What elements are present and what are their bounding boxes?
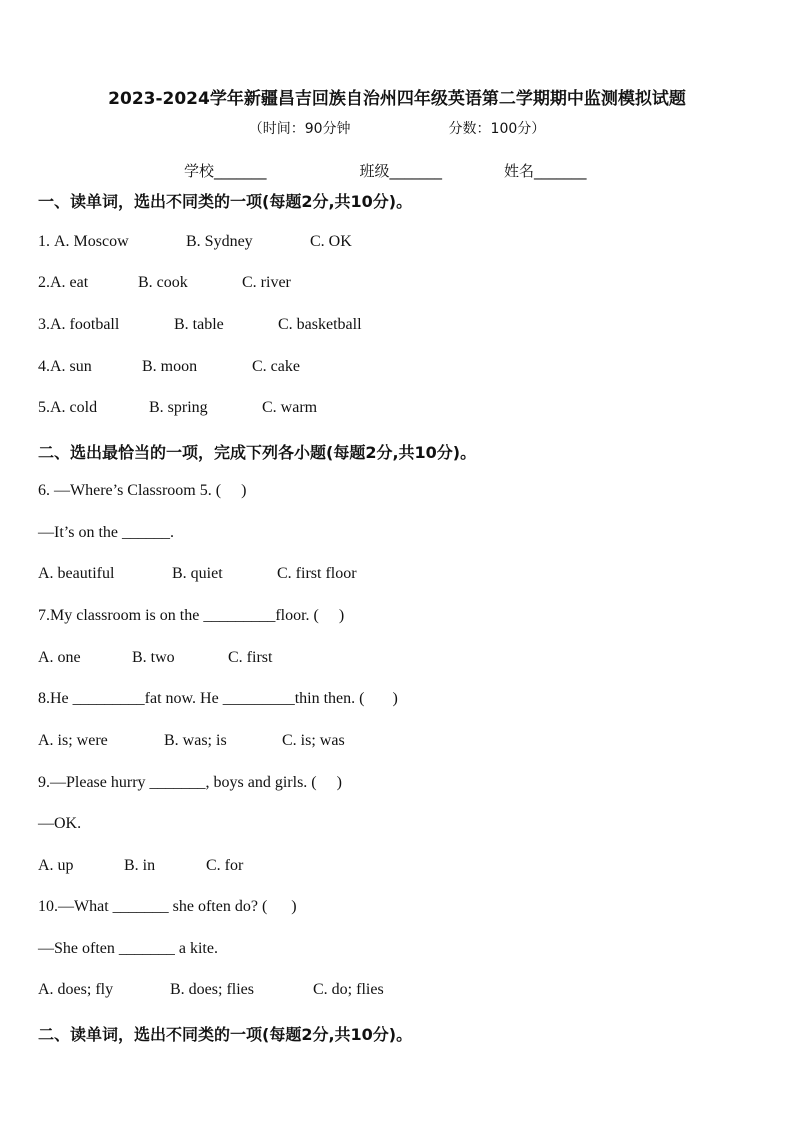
question-6: 6. —Where’s Classroom 5. ( ) (38, 482, 247, 499)
question-9: 9.—Please hurry _______, boys and girls. ( ) (38, 774, 342, 791)
option-c: C. for (206, 857, 244, 874)
option-c: C. is; was (282, 732, 345, 749)
option-a: A. sun (50, 358, 92, 375)
option-b: B. was; is (164, 732, 227, 749)
option-b: B. quiet (172, 565, 223, 582)
option-a: A. one (38, 649, 81, 666)
question-number: 2. (38, 274, 50, 291)
question-number: 5. (38, 399, 50, 416)
question-10-answer-line: —She often _______ a kite. (38, 940, 218, 957)
section-3-heading: 二、读单词，选出不同类的一项(每题2分,共10分)。 (38, 1025, 413, 1044)
question-3 (38, 316, 362, 334)
option-c: C. first (228, 649, 273, 666)
school-field: 学校_______ (184, 162, 267, 180)
exam-subtitle (0, 118, 794, 138)
question-10: 10.—What _______ she often do? ( ) (38, 898, 297, 915)
option-c: C. warm (262, 399, 318, 416)
option-c: C. basketball (278, 316, 362, 333)
option-c: C. OK (310, 233, 352, 250)
option-c: C. river (242, 274, 291, 291)
question-6-answer-line: —It’s on the ______. (38, 524, 174, 541)
question-number: 3. (38, 316, 50, 333)
option-b: B. Sydney (186, 233, 253, 250)
section-2-heading: 二、选出最恰当的一项，完成下列各小题(每题2分,共10分)。 (38, 443, 477, 462)
option-b: B. spring (149, 399, 208, 416)
question-5 (38, 399, 317, 417)
option-c: C. first floor (277, 565, 357, 582)
option-b: B. two (132, 649, 175, 666)
option-b: B. does; flies (170, 981, 254, 998)
question-6-options (38, 565, 357, 583)
option-b: B. cook (138, 274, 188, 291)
question-4 (38, 358, 300, 376)
section-1-heading: 一、读单词，选出不同类的一项(每题2分,共10分)。 (38, 192, 413, 211)
option-a: A. does; fly (38, 981, 114, 998)
question-number: 1. (38, 233, 54, 250)
option-c: C. do; flies (313, 981, 384, 998)
name-field: 姓名_______ (504, 162, 587, 180)
option-b: B. moon (142, 358, 198, 375)
option-a: A. Moscow (54, 233, 129, 250)
question-10-options (38, 981, 384, 999)
class-field: 班级_______ (359, 162, 443, 180)
option-a: A. football (50, 316, 120, 333)
question-1 (38, 233, 352, 251)
option-a: A. eat (50, 274, 89, 291)
exam-title: 2023-2024学年新疆昌吉回族自治州四年级英语第二学期期中监测模拟试题 (108, 89, 686, 109)
question-8-options (38, 732, 345, 750)
option-a: A. beautiful (38, 565, 115, 582)
exam-time: （时间：90分钟 (248, 121, 351, 137)
option-c: C. cake (252, 358, 300, 375)
question-2 (38, 274, 291, 292)
question-7-options (38, 649, 272, 667)
option-a: A. cold (50, 399, 98, 416)
question-8: 8.He _________fat now. He _________thin then. ( ) (38, 690, 398, 707)
question-7: 7.My classroom is on the _________floor. ( ) (38, 607, 345, 624)
option-a: A. up (38, 857, 74, 874)
option-a: A. is; were (38, 732, 108, 749)
option-b: B. in (124, 857, 156, 874)
question-9-answer-line: —OK. (38, 815, 82, 832)
question-9-options (38, 857, 243, 875)
exam-score: 分数：100分） (448, 121, 546, 137)
question-number: 4. (38, 358, 50, 375)
option-b: B. table (174, 316, 224, 333)
student-info (184, 160, 587, 181)
